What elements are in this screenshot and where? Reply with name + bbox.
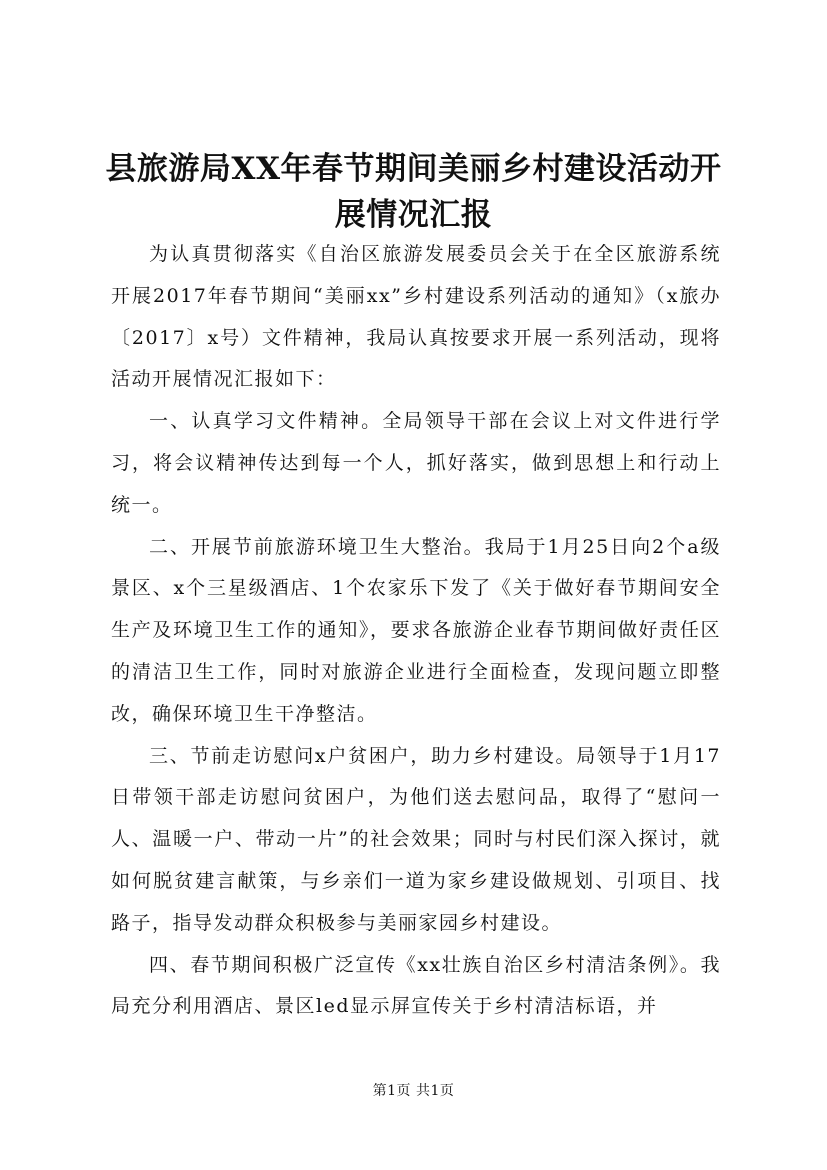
document-body	[111, 234, 721, 1028]
paragraph-intro: 为认真贯彻落实《自治区旅游发展委员会关于在全区旅游系统开展2017年春节期间“美丽xx”乡村建设系列活动的通知》（x旅办〔2017〕x号）文件精神，我局认真按要求开展一系列活动，现将活动开展情况汇报如下：	[111, 243, 721, 391]
paragraph-section-3: 三、节前走访慰问x户贫困户，助力乡村建设。局领导于1月17日带领干部走访慰问贫困户，为他们送去慰问品，取得了“慰问一人、温暖一户、带动一片”的社会效果；同时与村民们深入探讨，就如何脱贫建言献策，与乡亲们一道为家乡建设做规划、引项目、找路子，指导发动群众积极参与美丽家园乡村建设。	[111, 744, 721, 934]
paragraph-section-1: 一、认真学习文件精神。全局领导干部在会议上对文件进行学习，将会议精神传达到每一个人，抓好落实，做到思想上和行动上统一。	[111, 410, 721, 516]
paragraph-section-2: 二、开展节前旅游环境卫生大整治。我局于1月25日向2个a级景区、x个三星级酒店、1个农家乐下发了《关于做好春节期间安全生产及环境卫生工作的通知》，要求各旅游企业春节期间做好责任区的清洁卫生工作，同时对旅游企业进行全面检查，发现问题立即整改，确保环境卫生干净整洁。	[111, 535, 721, 725]
document-title: 县旅游局XX年春节期间美丽乡村建设活动开展情况汇报	[105, 151, 722, 233]
paragraph-section-4: 四、春节期间积极广泛宣传《xx壮族自治区乡村清洁条例》。我局充分利用酒店、景区led显示屏宣传关于乡村清洁标语，并	[111, 953, 721, 1018]
page-footer: 第1页 共1页	[372, 1083, 455, 1099]
